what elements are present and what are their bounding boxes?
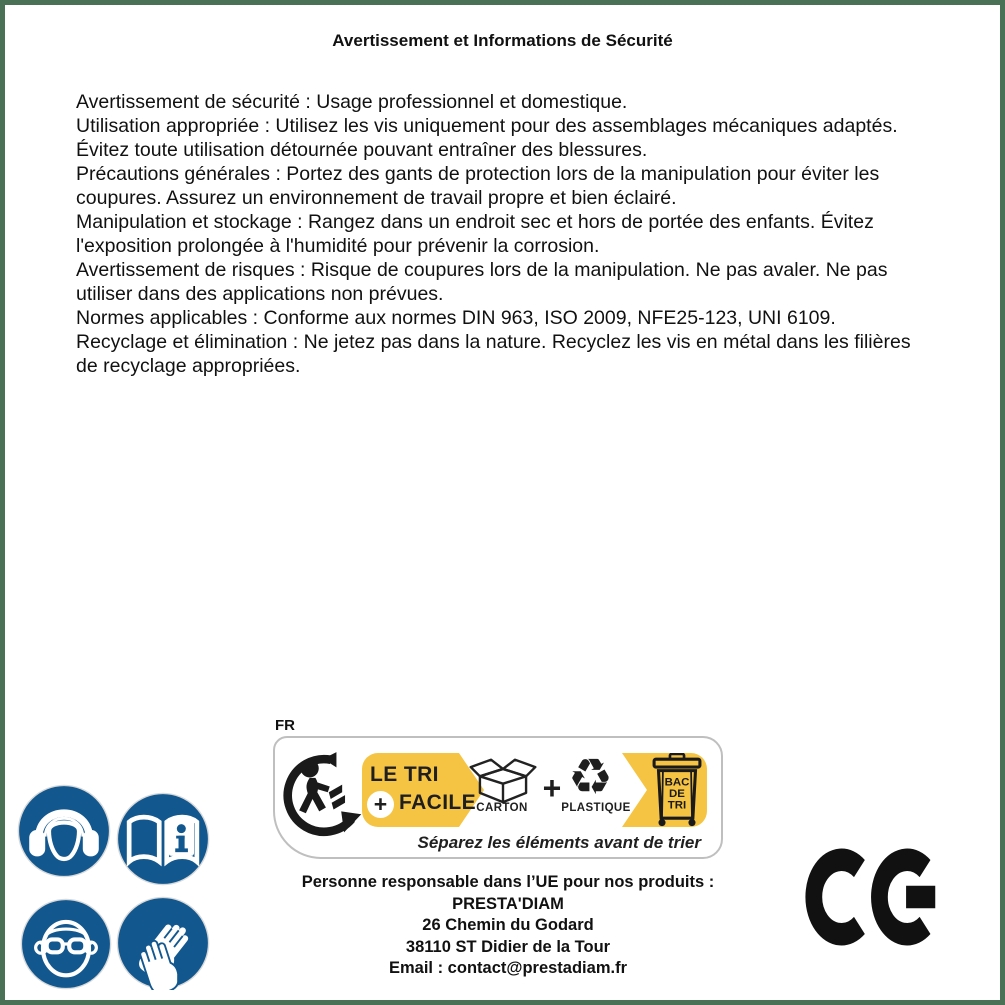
safety-text-line: Recyclage et élimination : Ne jetez pas dans la nature. Recyclez les vis en métal dans les filières [76,331,911,353]
responsible-person-block [258,872,758,980]
safety-text-line: coupures. Assurez un environnement de travail propre et bien éclairé. [76,187,677,209]
carton-label: CARTON [476,802,528,814]
safety-text-line: Utilisation appropriée : Utilisez les vis uniquement pour des assemblages mécaniques adaptés. [76,115,898,137]
plastique-label: PLASTIQUE [561,802,631,814]
bin-text-line: DE [669,788,685,801]
le-tri-text: LE TRI [370,763,439,786]
page-title: Avertissement et Informations de Sécurité [332,31,673,50]
safety-text-line: Évitez toute utilisation détournée pouvant entraîner des blessures. [76,139,648,161]
safety-text-line: de recyclage appropriées. [76,355,301,377]
safety-text-line: Précautions générales : Portez des gants de protection lors de la manipulation pour éviter les [76,163,880,185]
safety-text-line: Normes applicables : Conforme aux normes DIN 963, ISO 2009, NFE25-123, UNI 6109. [76,307,836,329]
safety-text-line: l'exposition prolongée à l'humidité pour prévenir la corrosion. [76,235,600,257]
plus-badge: + [367,791,394,818]
read-instruction-manual-icon [116,792,210,886]
wear-eye-protection-icon [20,898,112,990]
safety-text-line: utiliser dans des applications non prévues. [76,283,444,305]
facile-text: FACILE [399,791,477,814]
responsible-intro: Personne responsable dans l’UE pour nos produits : [301,873,715,891]
address-line: 38110 ST Didier de la Tour [405,937,611,956]
safety-text-line: Avertissement de sécurité : Usage professionnel et domestique. [76,91,628,113]
ce-mark-logo [804,848,944,946]
carton-box-icon [468,756,538,804]
safety-text-block [76,90,911,378]
sorting-bin-icon [650,753,704,827]
info-tri-tagline: Séparez les éléments avant de trier [417,833,701,852]
wear-protective-gloves-icon [116,896,210,990]
contact-email: Email : contact@prestadiam.fr [389,959,627,977]
triman-recycling-icon [281,744,367,852]
address-line: 26 Chemin du Godard [422,916,594,934]
bin-text-line: BAC [664,776,690,789]
company-name: PRESTA'DIAM [452,894,564,913]
info-tri-label [273,736,723,859]
safety-text-line: Avertissement de risques : Risque de coupures lors de la manipulation. Ne pas avaler. Ne pas [76,259,888,281]
bin-text-line: TRI [667,799,687,812]
plus-separator: + [542,770,562,806]
country-code-label: FR [275,717,295,734]
recycling-triangle-icon: ♻ [568,749,613,805]
wear-ear-protection-icon [17,784,111,878]
safety-text-line: Manipulation et stockage : Rangez dans un endroit sec et hors de portée des enfants. Évitez [76,211,874,233]
info-tri-yellow-band [362,749,707,827]
